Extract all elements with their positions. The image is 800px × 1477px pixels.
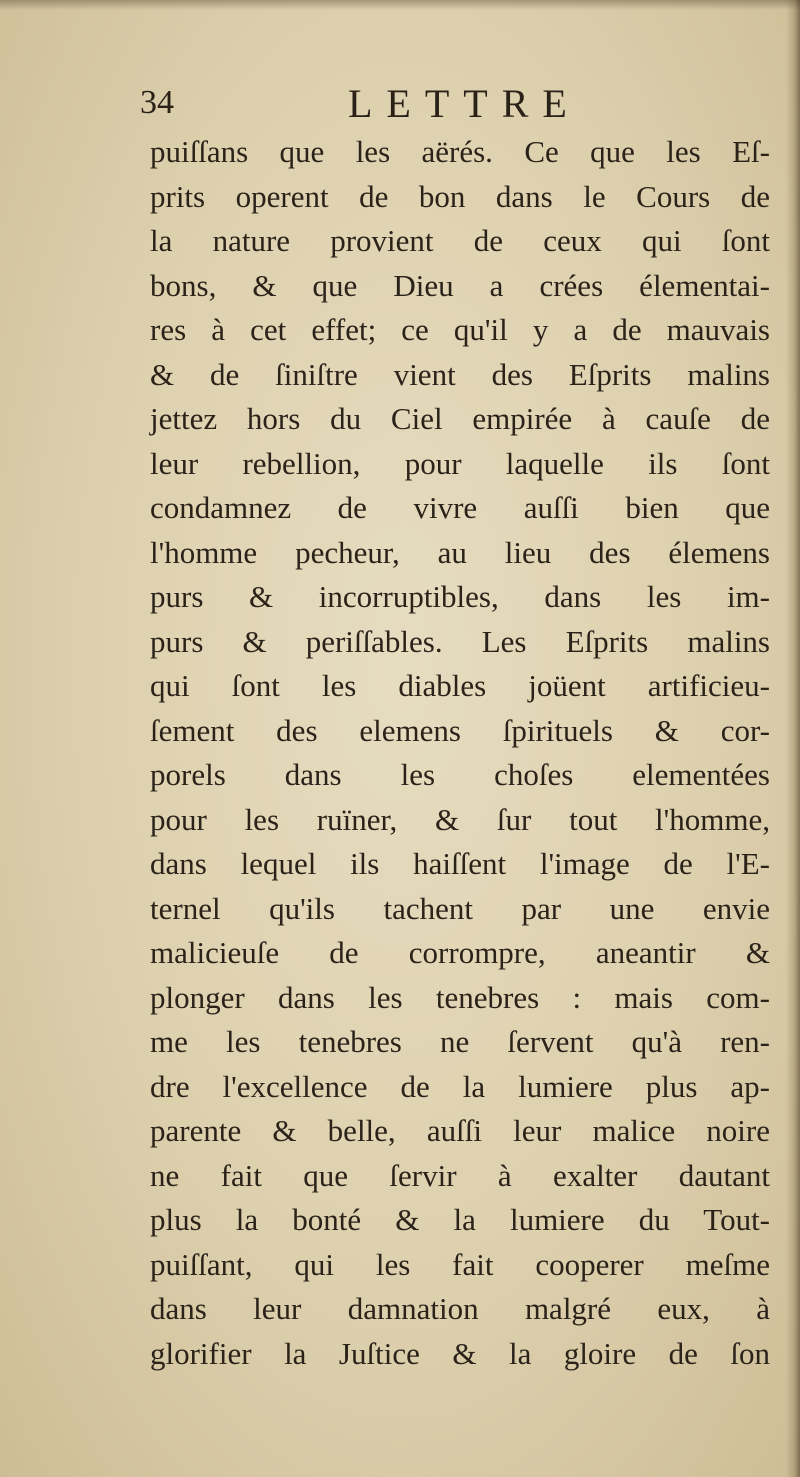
text-line: malicieuſe de corrompre, aneantir & [150,935,770,970]
text-line: prits operent de bon dans le Cours de [150,178,770,214]
text-line: la nature provient de ceux qui ſont [150,223,770,258]
text-line: purs & incorruptibles, dans les im- [150,579,770,614]
text-line: puiſſans que les aërés. Ce que les Eſ- [150,134,770,169]
text-line: dans leur damnation malgré eux, à [150,1291,770,1326]
text-line: ſement des elemens ſpirituels & cor- [150,712,770,748]
text-line: dans lequel ils haiſſent l'image de l'E- [150,846,770,881]
text-line: l'homme pecheur, au lieu des élemens [150,534,770,570]
text-line: glorifier la Juſtice & la gloire de ſon [150,1335,770,1371]
text-line: jettez hors du Ciel empirée à cauſe de [150,401,770,436]
text-line: parente & belle, auſſi leur malice noire [150,1113,770,1148]
text-line: plonger dans les tenebres : mais com- [150,979,770,1015]
text-line: & de ſiniſtre vient des Eſprits malins [150,356,770,392]
text-line: res à cet effet; ce qu'il y a de mauvais [150,312,770,347]
page-header [0,80,800,130]
page-number: 34 [140,84,174,121]
text-line: purs & periſſables. Les Eſprits malins [150,623,770,659]
text-line: qui ſont les diables joüent artificieu- [150,668,770,703]
text-line: condamnez de vivre auſſi bien que [150,490,770,525]
text-line: ternel qu'ils tachent par une envie [150,890,770,926]
text-line: porels dans les choſes elementées [150,757,770,792]
text-line: plus la bonté & la lumiere du Tout- [150,1202,770,1237]
running-title: LETTRE [348,81,581,126]
text-line: puiſſant, qui les fait cooperer meſme [150,1246,770,1282]
text-line: dre l'excellence de la lumiere plus ap- [150,1068,770,1104]
text-line: ne fait que ſervir à exalter dautant [150,1157,770,1193]
body-text [150,130,770,1376]
text-line: leur rebellion, pour laquelle ils ſont [150,445,770,481]
text-line: me les tenebres ne ſervent qu'à ren- [150,1024,770,1059]
page-gutter-shadow [786,0,800,1477]
text-line: pour les ruïner, & ſur tout l'homme, [150,801,770,837]
page-top-shadow [0,0,800,10]
text-line: bons, & que Dieu a crées élementai- [150,267,770,303]
